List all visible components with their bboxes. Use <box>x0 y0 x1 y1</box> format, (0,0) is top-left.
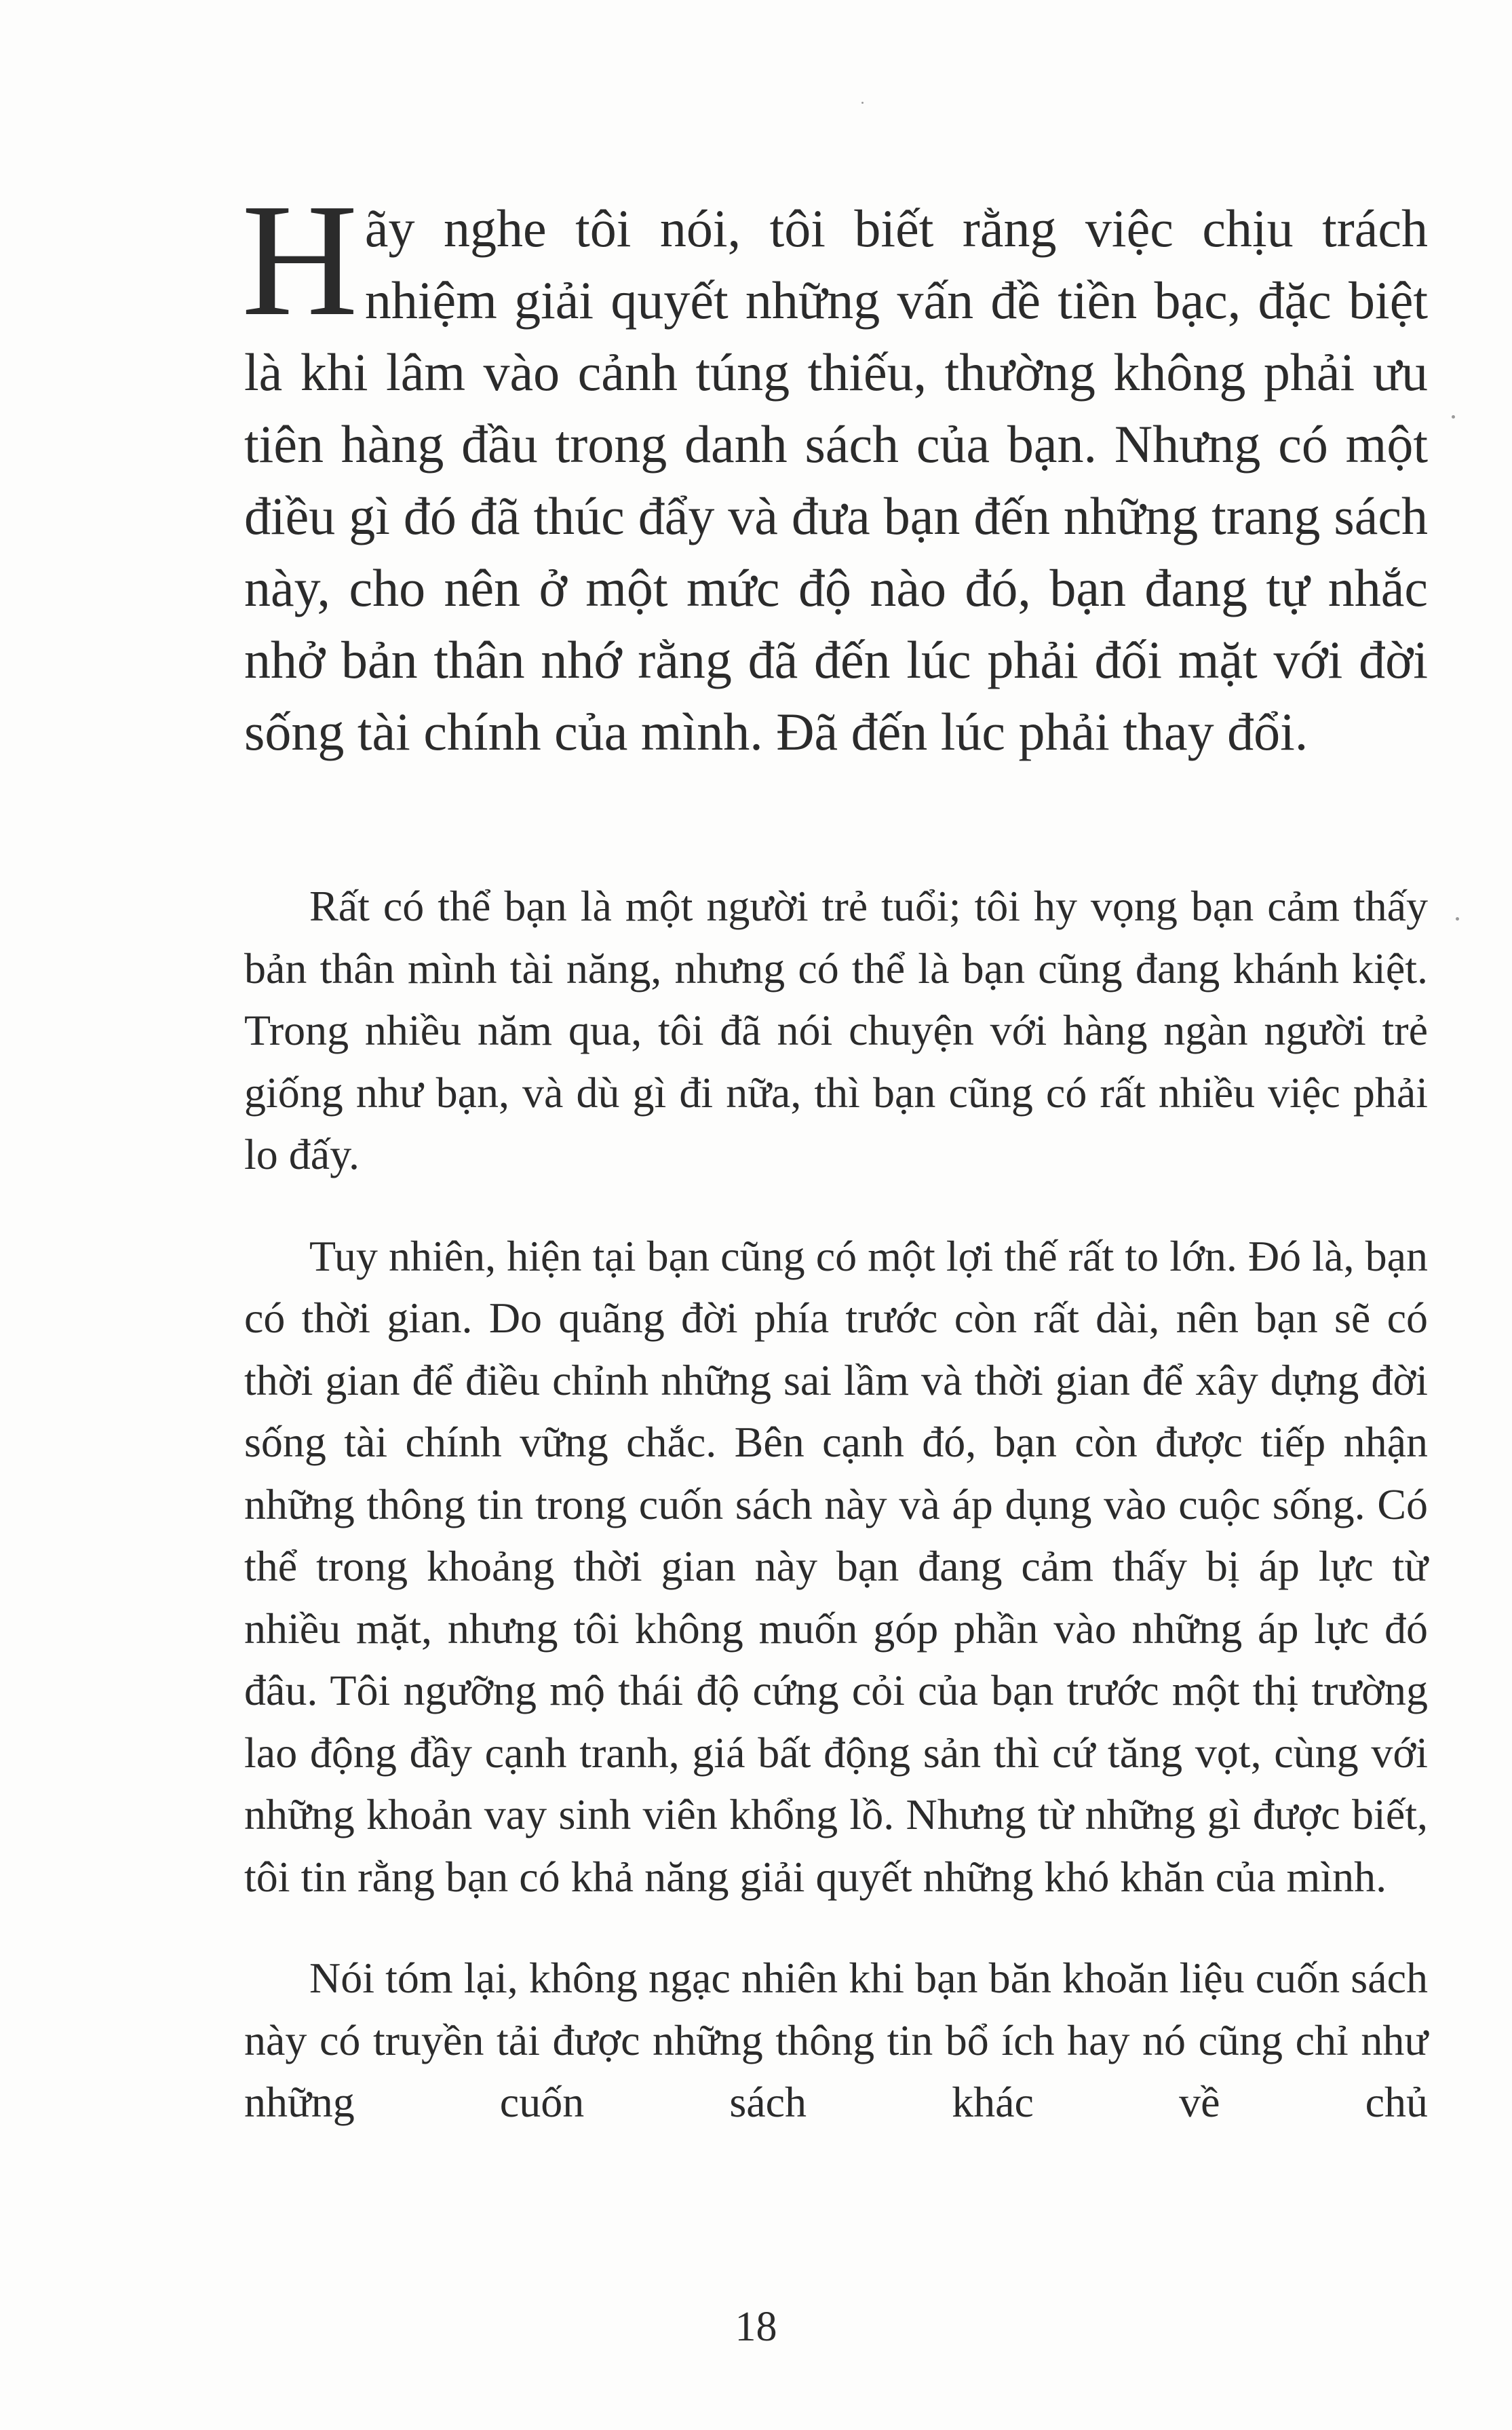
paragraph-3: Nói tóm lại, không ngạc nhiên khi bạn băn khoăn liệu cuốn sách này có truyền tải được những thông tin bổ ích hay nó cũng chỉ như những cuốn sách khác về chủ <box>244 1954 1428 2126</box>
intro-paragraph <box>241 171 1428 768</box>
scan-speck <box>1456 917 1459 921</box>
scan-speck <box>861 102 864 104</box>
intro-text: ãy nghe tôi nói, tôi biết rằng việc chịu trách nhiệm giải quyết những vấn đề tiền bạc, đặc biệt là khi lâm vào cảnh túng thiếu, thường không phải ưu tiên hàng đầu trong danh sách của bạn. Nhưng có một điều gì đó đã thúc đẩy và đưa bạn đến những trang sách này, cho nên ở một mức độ nào đó, bạn đang tự nhắc nhở bản thân nhớ rằng đã đến lúc phải đối mặt với đời sống tài chính của mình. Đã đến lúc phải thay đổi. <box>244 199 1428 761</box>
paragraph-2: Tuy nhiên, hiện tại bạn cũng có một lợi thế rất to lớn. Đó là, bạn có thời gian. Do quãng đời phía trước còn rất dài, nên bạn sẽ có thời gian để điều chỉnh những sai lầm và thời gian để xây dựng đời sống tài chính vững chắc. Bên cạnh đó, bạn còn được tiếp nhận những thông tin trong cuốn sách này và áp dụng vào cuộc sống. Có thể trong khoảng thời gian này bạn đang cảm thấy bị áp lực từ nhiều mặt, nhưng tôi không muốn góp phần vào những áp lực đó đâu. Tôi ngưỡng mộ thái độ cứng cỏi của bạn trước một thị trường lao động đầy cạnh tranh, giá bất động sản thì cứ tăng vọt, cùng với những khoản vay sinh viên khổng lồ. Nhưng từ những gì được biết, tôi tin rằng bạn có khả năng giải quyết những khó khăn của mình. <box>244 1231 1428 1901</box>
paragraph-1: Rất có thể bạn là một người trẻ tuổi; tôi hy vọng bạn cảm thấy bản thân mình tài năng, nhưng có thể là bạn cũng đang khánh kiệt. Trong nhiều năm qua, tôi đã nói chuyện với hàng ngàn người trẻ giống như bạn, và dù gì đi nữa, thì bạn cũng có rất nhiều việc phải lo đấy. <box>244 882 1428 1178</box>
page-number: 18 <box>735 2304 777 2350</box>
drop-cap: H <box>241 171 358 349</box>
scan-speck <box>1452 415 1455 419</box>
body-text <box>244 875 1428 2134</box>
